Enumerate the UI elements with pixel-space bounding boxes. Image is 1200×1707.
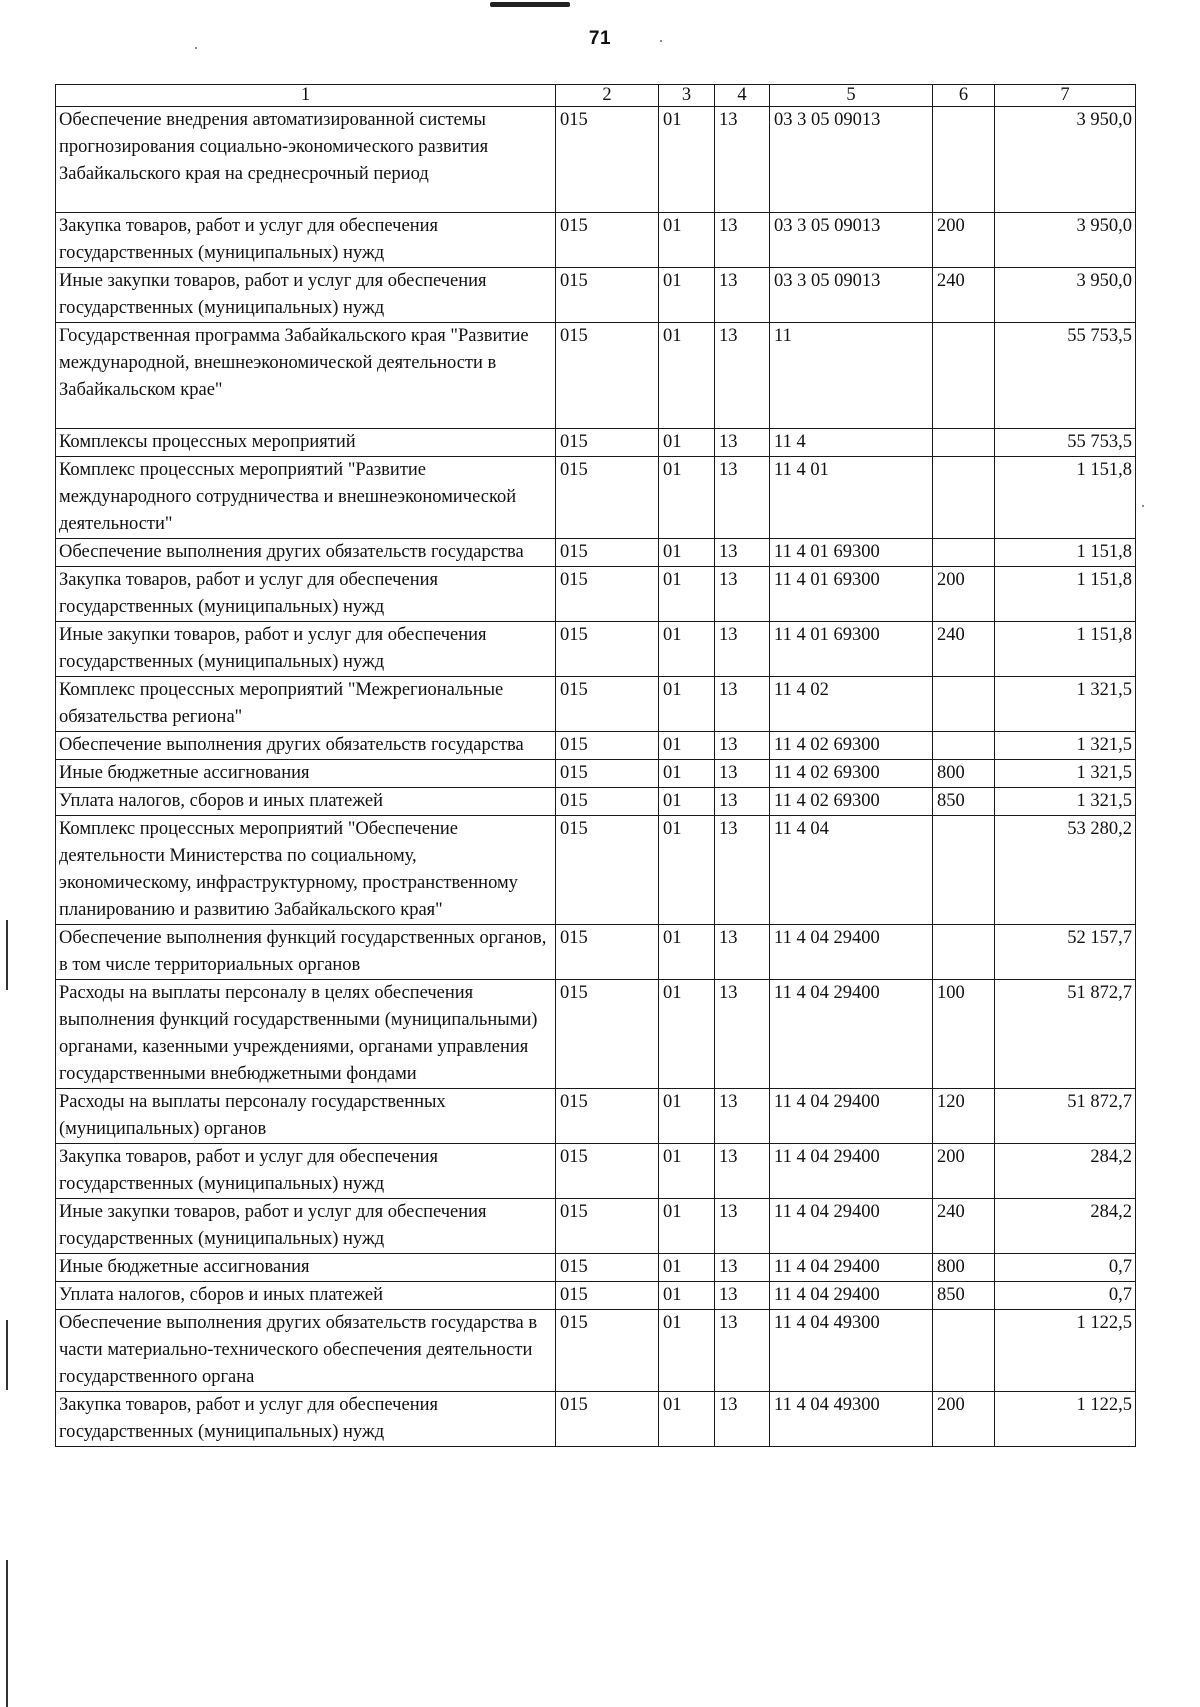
scan-speck [660,40,662,42]
table-row [56,677,1136,732]
subsection-code-cell: 13 [715,816,770,925]
subsection-code-cell: 13 [715,760,770,788]
subsection-code-cell: 13 [715,268,770,323]
section-code-cell: 01 [659,760,715,788]
table-row [56,1254,1136,1282]
section-code-cell: 01 [659,213,715,268]
subsection-code-cell: 13 [715,788,770,816]
subsection-code-cell: 13 [715,1310,770,1392]
table-row [56,760,1136,788]
expense-type-cell: 240 [933,1199,995,1254]
table-row [56,268,1136,323]
target-article-cell: 11 4 04 [770,816,933,925]
table-row [56,1392,1136,1447]
table-row [56,323,1136,429]
subsection-code-cell: 13 [715,1254,770,1282]
ministry-code-cell: 015 [556,1199,659,1254]
row-name-cell: Иные закупки товаров, работ и услуг для обеспечения государственных (муниципальных) нужд [56,268,556,323]
amount-cell: 55 753,5 [995,323,1136,429]
target-article-cell: 11 4 04 49300 [770,1310,933,1392]
target-article-cell: 11 4 04 49300 [770,1392,933,1447]
amount-cell: 1 321,5 [995,788,1136,816]
table-row [56,1144,1136,1199]
expense-type-cell [933,457,995,539]
amount-cell: 1 122,5 [995,1392,1136,1447]
amount-cell: 1 151,8 [995,622,1136,677]
section-code-cell: 01 [659,677,715,732]
scan-top-mark [490,2,570,7]
column-header: 5 [770,85,933,107]
row-name-cell: Закупка товаров, работ и услуг для обеспечения государственных (муниципальных) нужд [56,567,556,622]
ministry-code-cell: 015 [556,1254,659,1282]
row-name-cell: Комплекс процессных мероприятий "Развитие международного сотрудничества и внешнеэкономической деятельности" [56,457,556,539]
ministry-code-cell: 015 [556,677,659,732]
subsection-code-cell: 13 [715,539,770,567]
subsection-code-cell: 13 [715,1199,770,1254]
table-row [56,567,1136,622]
expense-type-cell: 200 [933,213,995,268]
subsection-code-cell: 13 [715,457,770,539]
row-name-cell: Государственная программа Забайкальского края "Развитие международной, внешнеэкономической деятельности в Забайкальском крае" [56,323,556,429]
section-code-cell: 01 [659,788,715,816]
amount-cell: 51 872,7 [995,1089,1136,1144]
amount-cell: 1 151,8 [995,539,1136,567]
amount-cell: 284,2 [995,1199,1136,1254]
table-row [56,539,1136,567]
expense-type-cell [933,816,995,925]
budget-table [55,84,1136,1447]
row-name-cell: Иные бюджетные ассигнования [56,1254,556,1282]
target-article-cell: 11 4 04 29400 [770,1089,933,1144]
row-name-cell: Закупка товаров, работ и услуг для обеспечения государственных (муниципальных) нужд [56,1144,556,1199]
section-code-cell: 01 [659,732,715,760]
subsection-code-cell: 13 [715,567,770,622]
row-name-cell: Расходы на выплаты персоналу государственных (муниципальных) органов [56,1089,556,1144]
subsection-code-cell: 13 [715,107,770,213]
ministry-code-cell: 015 [556,925,659,980]
column-header: 2 [556,85,659,107]
table-row [56,1310,1136,1392]
amount-cell: 284,2 [995,1144,1136,1199]
table-row [56,1089,1136,1144]
section-code-cell: 01 [659,429,715,457]
ministry-code-cell: 015 [556,1089,659,1144]
section-code-cell: 01 [659,1254,715,1282]
scan-speck [1142,505,1144,507]
table-row [56,732,1136,760]
expense-type-cell: 800 [933,1254,995,1282]
row-name-cell: Закупка товаров, работ и услуг для обеспечения государственных (муниципальных) нужд [56,1392,556,1447]
row-name-cell: Закупка товаров, работ и услуг для обеспечения государственных (муниципальных) нужд [56,213,556,268]
amount-cell: 3 950,0 [995,268,1136,323]
ministry-code-cell: 015 [556,760,659,788]
ministry-code-cell: 015 [556,980,659,1089]
target-article-cell: 11 4 01 69300 [770,622,933,677]
subsection-code-cell: 13 [715,622,770,677]
scan-speck [195,47,197,49]
ministry-code-cell: 015 [556,622,659,677]
subsection-code-cell: 13 [715,980,770,1089]
amount-cell: 1 122,5 [995,1310,1136,1392]
section-code-cell: 01 [659,268,715,323]
section-code-cell: 01 [659,107,715,213]
row-name-cell: Комплекс процессных мероприятий "Обеспечение деятельности Министерства по социальному, экономическому, инфраструктурному, пространственному планированию и развитию Забайкальского края" [56,816,556,925]
row-name-cell: Обеспечение выполнения других обязательств государства [56,732,556,760]
section-code-cell: 01 [659,622,715,677]
ministry-code-cell: 015 [556,788,659,816]
amount-cell: 1 151,8 [995,457,1136,539]
page-number: 71 [588,28,612,49]
ministry-code-cell: 015 [556,1392,659,1447]
expense-type-cell: 200 [933,567,995,622]
ministry-code-cell: 015 [556,268,659,323]
section-code-cell: 01 [659,1089,715,1144]
ministry-code-cell: 015 [556,732,659,760]
expense-type-cell [933,539,995,567]
target-article-cell: 11 4 04 29400 [770,1144,933,1199]
expense-type-cell: 100 [933,980,995,1089]
target-article-cell: 11 4 04 29400 [770,980,933,1089]
column-header: 1 [56,85,556,107]
subsection-code-cell: 13 [715,677,770,732]
expense-type-cell [933,429,995,457]
section-code-cell: 01 [659,1282,715,1310]
ministry-code-cell: 015 [556,1144,659,1199]
ministry-code-cell: 015 [556,1310,659,1392]
target-article-cell: 11 4 [770,429,933,457]
ministry-code-cell: 015 [556,323,659,429]
column-header: 3 [659,85,715,107]
section-code-cell: 01 [659,1392,715,1447]
table-row [56,1199,1136,1254]
table-row [56,107,1136,213]
row-name-cell: Комплекс процессных мероприятий "Межрегиональные обязательства региона" [56,677,556,732]
table-row [56,457,1136,539]
amount-cell: 55 753,5 [995,429,1136,457]
scan-artifact-line [6,920,8,990]
row-name-cell: Иные закупки товаров, работ и услуг для обеспечения государственных (муниципальных) нужд [56,622,556,677]
target-article-cell: 11 4 04 29400 [770,1199,933,1254]
row-name-cell: Обеспечение выполнения других обязательств государства в части материально-технического обеспечения деятельности государственного органа [56,1310,556,1392]
table-row [56,925,1136,980]
expense-type-cell [933,677,995,732]
ministry-code-cell: 015 [556,567,659,622]
target-article-cell: 11 4 04 29400 [770,1254,933,1282]
amount-cell: 0,7 [995,1282,1136,1310]
target-article-cell: 11 4 02 [770,677,933,732]
table-row [56,788,1136,816]
ministry-code-cell: 015 [556,107,659,213]
ministry-code-cell: 015 [556,539,659,567]
scan-artifact-line [6,1560,8,1707]
target-article-cell: 11 4 01 [770,457,933,539]
expense-type-cell [933,107,995,213]
column-number-row [56,85,1136,107]
subsection-code-cell: 13 [715,429,770,457]
expense-type-cell: 800 [933,760,995,788]
table-row [56,213,1136,268]
expense-type-cell: 240 [933,268,995,323]
table-row [56,429,1136,457]
target-article-cell: 11 4 02 69300 [770,732,933,760]
column-header: 4 [715,85,770,107]
target-article-cell: 11 4 02 69300 [770,788,933,816]
section-code-cell: 01 [659,1144,715,1199]
amount-cell: 1 321,5 [995,732,1136,760]
section-code-cell: 01 [659,925,715,980]
amount-cell: 52 157,7 [995,925,1136,980]
table-row [56,980,1136,1089]
subsection-code-cell: 13 [715,1144,770,1199]
row-name-cell: Обеспечение выполнения функций государственных органов, в том числе территориальных органов [56,925,556,980]
target-article-cell: 11 4 04 29400 [770,925,933,980]
amount-cell: 1 321,5 [995,760,1136,788]
amount-cell: 3 950,0 [995,107,1136,213]
section-code-cell: 01 [659,323,715,429]
subsection-code-cell: 13 [715,732,770,760]
expense-type-cell: 240 [933,622,995,677]
column-header: 7 [995,85,1136,107]
row-name-cell: Иные закупки товаров, работ и услуг для обеспечения государственных (муниципальных) нужд [56,1199,556,1254]
ministry-code-cell: 015 [556,213,659,268]
amount-cell: 1 321,5 [995,677,1136,732]
amount-cell: 53 280,2 [995,816,1136,925]
subsection-code-cell: 13 [715,1282,770,1310]
subsection-code-cell: 13 [715,925,770,980]
row-name-cell: Расходы на выплаты персоналу в целях обеспечения выполнения функций государственными (муниципальными) органами, казенными учреждениями, органами управления государственными внебюджетными фондами [56,980,556,1089]
row-name-cell: Обеспечение внедрения автоматизированной системы прогнозирования социально-экономического развития Забайкальского края на среднесрочный период [56,107,556,213]
expense-type-cell [933,1310,995,1392]
expense-type-cell [933,925,995,980]
column-header: 6 [933,85,995,107]
target-article-cell: 11 4 02 69300 [770,760,933,788]
ministry-code-cell: 015 [556,457,659,539]
section-code-cell: 01 [659,457,715,539]
target-article-cell: 03 3 05 09013 [770,107,933,213]
ministry-code-cell: 015 [556,429,659,457]
expense-type-cell: 850 [933,1282,995,1310]
scan-artifact-line [6,1320,8,1390]
target-article-cell: 03 3 05 09013 [770,268,933,323]
section-code-cell: 01 [659,567,715,622]
expense-type-cell [933,323,995,429]
row-name-cell: Иные бюджетные ассигнования [56,760,556,788]
row-name-cell: Обеспечение выполнения других обязательств государства [56,539,556,567]
section-code-cell: 01 [659,1199,715,1254]
ministry-code-cell: 015 [556,816,659,925]
expense-type-cell [933,732,995,760]
subsection-code-cell: 13 [715,1392,770,1447]
row-name-cell: Комплексы процессных мероприятий [56,429,556,457]
section-code-cell: 01 [659,539,715,567]
row-name-cell: Уплата налогов, сборов и иных платежей [56,1282,556,1310]
section-code-cell: 01 [659,1310,715,1392]
expense-type-cell: 200 [933,1392,995,1447]
expense-type-cell: 200 [933,1144,995,1199]
amount-cell: 0,7 [995,1254,1136,1282]
expense-type-cell: 120 [933,1089,995,1144]
row-name-cell: Уплата налогов, сборов и иных платежей [56,788,556,816]
table-row [56,816,1136,925]
target-article-cell: 11 [770,323,933,429]
section-code-cell: 01 [659,816,715,925]
amount-cell: 3 950,0 [995,213,1136,268]
expense-type-cell: 850 [933,788,995,816]
amount-cell: 51 872,7 [995,980,1136,1089]
target-article-cell: 11 4 04 29400 [770,1282,933,1310]
target-article-cell: 03 3 05 09013 [770,213,933,268]
target-article-cell: 11 4 01 69300 [770,539,933,567]
amount-cell: 1 151,8 [995,567,1136,622]
subsection-code-cell: 13 [715,1089,770,1144]
ministry-code-cell: 015 [556,1282,659,1310]
section-code-cell: 01 [659,980,715,1089]
table-row [56,622,1136,677]
target-article-cell: 11 4 01 69300 [770,567,933,622]
subsection-code-cell: 13 [715,213,770,268]
table-row [56,1282,1136,1310]
subsection-code-cell: 13 [715,323,770,429]
